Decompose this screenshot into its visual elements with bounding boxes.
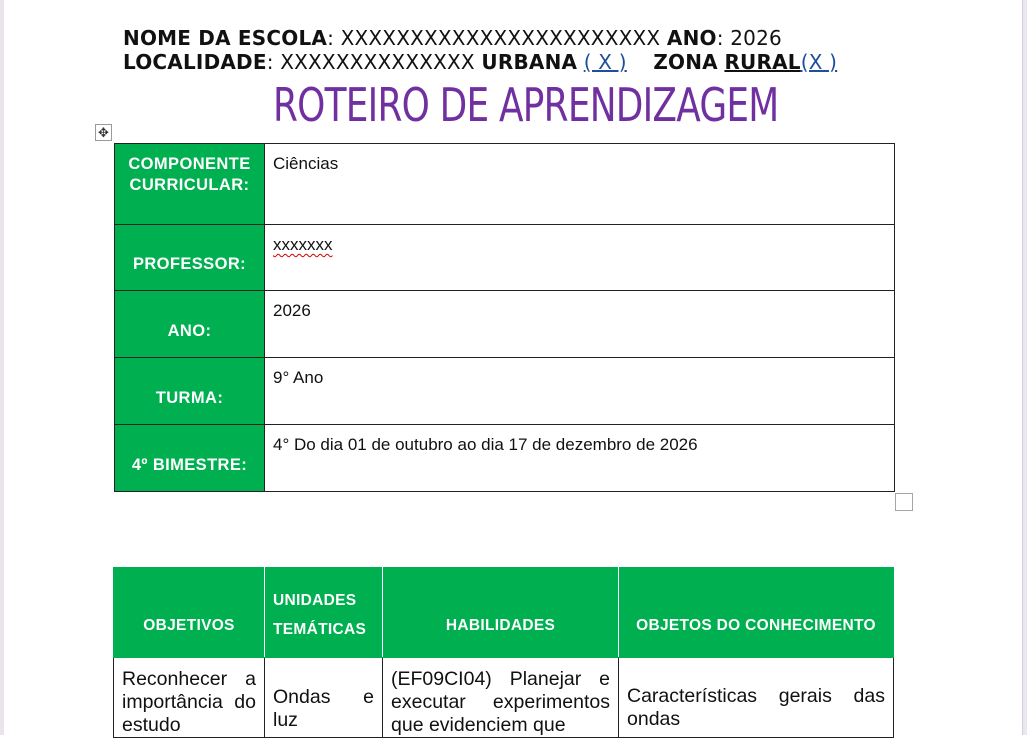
locality-label: LOCALIDADE xyxy=(123,50,267,74)
info-row-component xyxy=(115,144,895,225)
thematic-units-cell[interactable]: Ondas e luz xyxy=(265,658,383,738)
rural-label: RURAL xyxy=(724,50,801,74)
header-skills: HABILIDADES xyxy=(383,568,619,658)
component-label: COMPONENTE CURRICULAR: xyxy=(115,144,265,225)
school-label: NOME DA ESCOLA xyxy=(123,26,328,50)
info-row-class xyxy=(115,358,895,425)
page-edge-left xyxy=(0,0,4,735)
header-objectives: OBJETIVOS xyxy=(114,568,265,658)
content-header-row xyxy=(114,568,894,658)
zone-label: ZONA xyxy=(653,50,718,74)
locality-value: : XXXXXXXXXXXXXX xyxy=(266,50,475,74)
header-knowledge-objects: OBJETOS DO CONHECIMENTO xyxy=(619,568,894,658)
teacher-value: xxxxxxx xyxy=(273,235,333,254)
teacher-cell[interactable] xyxy=(265,225,895,291)
table-row xyxy=(114,658,894,738)
year-label: ANO xyxy=(666,26,717,50)
teacher-label: PROFESSOR: xyxy=(115,225,265,291)
urban-label: URBANA xyxy=(481,50,578,74)
page-title: ROTEIRO DE APRENDIZAGEM xyxy=(273,78,779,132)
year-row-value[interactable]: 2026 xyxy=(265,291,895,358)
component-value[interactable]: Ciências xyxy=(265,144,895,225)
header-school-line xyxy=(123,26,782,50)
knowledge-objects-cell[interactable]: Características gerais das ondas xyxy=(619,658,894,738)
year-row-label: ANO: xyxy=(115,291,265,358)
info-row-year xyxy=(115,291,895,358)
info-row-bimester xyxy=(115,425,895,492)
header-locality-line xyxy=(123,50,837,74)
year-value: : 2026 xyxy=(716,26,782,50)
content-table xyxy=(113,567,894,738)
skills-cell[interactable]: (EF09CI04) Planejar e executar experimentos que evidenciem que xyxy=(383,658,619,738)
rural-value: (X ) xyxy=(800,50,838,74)
objectives-cell[interactable]: Reconhecer a importância do estudo xyxy=(114,658,265,738)
table-resize-handle[interactable] xyxy=(895,493,913,511)
page-edge-right xyxy=(1022,0,1027,735)
bimester-value[interactable]: 4° Do dia 01 de outubro ao dia 17 de dezembro de 2026 xyxy=(265,425,895,492)
table-move-handle-icon[interactable]: ✥ xyxy=(95,124,112,141)
bimester-label: 4º BIMESTRE: xyxy=(115,425,265,492)
school-value: : XXXXXXXXXXXXXXXXXXXXXXX xyxy=(327,26,661,50)
urban-value: ( X ) xyxy=(583,50,627,74)
info-row-teacher xyxy=(115,225,895,291)
class-label: TURMA: xyxy=(115,358,265,425)
info-table xyxy=(114,143,895,492)
header-thematic-units: UNIDADES TEMÁTICAS xyxy=(265,568,383,658)
class-value[interactable]: 9° Ano xyxy=(265,358,895,425)
